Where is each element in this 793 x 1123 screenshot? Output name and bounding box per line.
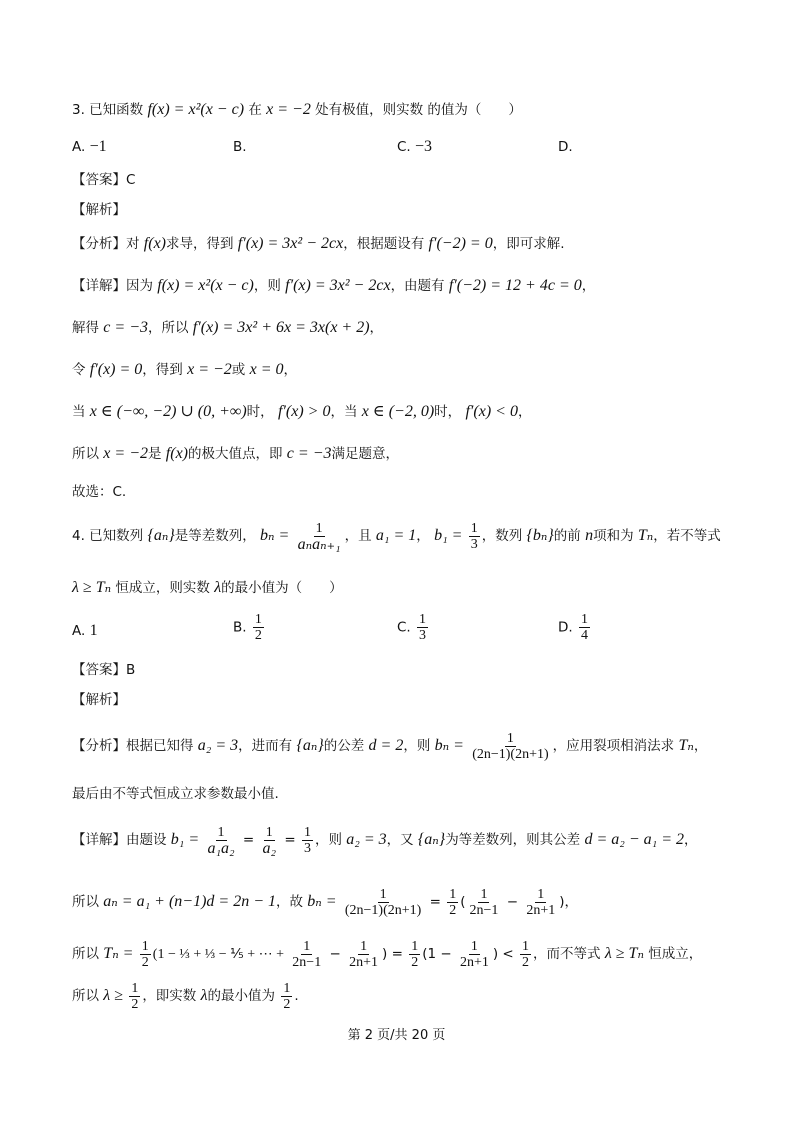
q3-detail-line-3 [72,360,297,380]
text: ， [369,320,384,336]
option-label: D. [558,619,573,636]
q4-stem-line-2 [72,578,343,598]
q3-detail-line-1 [72,276,595,296]
answer-value: C [126,172,136,188]
detail-tag: 【详解】 [72,832,126,848]
fraction [205,825,236,856]
denominator: 2 [522,954,530,970]
denominator: (2n−1)(2n+1) [344,902,422,918]
text: ，应用裂项相消法求 [552,738,675,754]
q4-analysis-heading: 【解析】 [72,692,126,708]
equals: ) = [382,946,403,962]
math: f(x) [143,235,166,252]
option-label: C. [397,619,411,636]
fraction [520,939,531,970]
denominator: 3 [470,536,478,552]
text: 根据已知得 [126,738,194,754]
denominator: 2n+1 [349,954,379,970]
q3-stem-text: 3. 已知函数 [72,102,144,118]
option-value: −3 [415,138,433,155]
text: ， [517,404,532,420]
fraction [260,825,278,856]
text: 对 [126,236,140,252]
q3-option-c [397,136,432,158]
option-label: A. [72,139,86,155]
math: x = 0 [249,361,284,378]
numerator: 1 [580,612,588,627]
denominator: a₂ [262,839,277,857]
fraction [458,939,491,970]
text: 项和为 [593,528,634,544]
fraction [470,731,550,762]
text: ，即可求解. [492,236,565,252]
text: 4. 已知数列 [72,528,144,544]
denominator: 2 [411,954,419,970]
numerator: 1 [506,730,514,746]
equals: = [242,832,255,848]
option-label: B. [233,139,247,155]
fraction [417,612,428,643]
q3-function-formula: f(x) = x²(x − c) [147,101,245,118]
q4-option-c [397,612,430,643]
text: 由题设 [126,832,167,848]
text: 是 [148,446,162,462]
math: {bₙ} [526,527,554,544]
math: bₙ = [434,737,464,754]
text: ， [581,278,596,294]
math: f(x) [165,445,188,462]
math: Tₙ = [103,945,134,962]
text: ，又 [386,832,414,848]
math: d = 2 [368,737,404,754]
fenxi-tag: 【分析】 [72,236,126,252]
text: . [294,988,299,1004]
math: c = −3 [286,445,332,462]
q4-detail-line-3 [72,936,702,973]
q3-conclusion: 故选：C. [72,484,127,500]
math: aₙ = a₁ + (n−1)d = 2n − 1 [103,893,276,910]
q4-fenxi-line-1 [72,728,707,764]
denominator: 2n−1 [469,902,499,918]
text: 的前 [553,528,581,544]
minus: − [506,894,519,910]
q4-detail-line-4 [72,978,299,1014]
text: ，根据题设有 [343,236,425,252]
equals: = [429,894,441,910]
q4-detail-line-1 [72,822,698,858]
fraction [281,981,292,1012]
numerator: 1 [537,886,545,902]
fraction [290,939,323,970]
text: 因为 [126,278,153,294]
q4-option-d [558,612,592,643]
denominator: 2 [449,902,457,918]
q3-stem [72,100,522,120]
math: λ ≥ [103,987,124,1004]
fraction [579,612,590,643]
numerator: 1 [315,520,323,536]
text: ，若不等式 [653,528,721,544]
text: 所以 [72,446,99,462]
denominator: 3 [303,840,311,856]
math: {aₙ} [147,527,175,544]
math: b₁ = [434,527,463,544]
math: λ [200,987,208,1004]
fraction [347,939,380,970]
q3-stem-text-d: 的值为（ ） [427,102,522,118]
math: a₂ = 3 [346,831,387,848]
text: ，即实数 [142,988,197,1004]
q3-condition: x = −2 [266,101,311,118]
math: (1 − ⅓ + ⅓ − ⅕ + ⋯ + [152,947,284,962]
text: ，故 [275,894,303,910]
fraction [524,887,557,918]
text: ，而不等式 [533,946,601,962]
q3-answer [72,170,135,190]
math: λ ≥ Tₙ [72,579,112,596]
option-value: −1 [89,138,107,155]
numerator: 1 [141,938,149,954]
numerator: 1 [265,824,273,840]
fraction [140,939,151,970]
denominator: 2n+1 [459,954,489,970]
denominator: a₁a₂ [207,839,235,857]
q3-option-b [233,136,247,158]
q3-analysis-heading: 【解析】 [72,202,126,218]
paren: ( [460,894,466,910]
math: c = −3 [103,319,148,336]
detail-tag: 【详解】 [72,278,126,294]
q4-stem-line-1 [72,518,721,554]
text: ，所以 [148,320,189,336]
math: bₙ = [307,893,337,910]
math: n [585,527,594,544]
text: 所以 [72,988,99,1004]
text: ， [283,362,297,378]
option-label: D. [558,139,573,155]
q3-stem-text-c: 处有极值，则实数 [315,102,424,118]
text: 的极大值点，即 [188,446,283,462]
math: f′(−2) = 12 + 4c = 0 [448,277,582,294]
option-value: 1 [89,622,98,639]
text: ， [693,738,708,754]
equals: = [284,832,296,848]
text: 的公差 [323,738,365,754]
text: ，则 [253,278,281,294]
numerator: 1 [254,612,262,627]
numerator: 1 [470,520,478,536]
fraction [129,981,140,1012]
q3-option-d [558,136,573,158]
less-than: ) < [492,946,514,962]
denominator: 2 [283,996,291,1012]
fraction [469,521,480,552]
numerator: 1 [419,612,427,627]
q3-stem-text-b: 在 [248,102,262,118]
text: ，则 [403,738,431,754]
denominator: 3 [419,628,427,643]
q3-detail-line-4 [72,402,531,422]
numerator: 1 [470,938,478,954]
paren: )， [559,894,578,910]
text: ，且 [344,528,372,544]
numerator: 1 [217,824,225,840]
math: x ∈ (−∞, −2) ∪ (0, +∞) [89,403,247,420]
fraction [302,825,313,856]
math: f(x) = x²(x − c) [157,277,254,294]
answer-value: B [126,662,136,678]
answer-tag: 【答案】 [72,662,126,678]
math: b₁ = [170,831,200,848]
text: 满足题意， [331,446,399,462]
text: ，由题有 [390,278,445,294]
denominator: aₙaₙ₊₁ [297,535,341,553]
math: f′(x) = 0 [89,361,143,378]
denominator: 2n+1 [526,902,556,918]
text: ，当 [330,404,358,420]
numerator: 1 [411,938,419,954]
denominator: 2n−1 [292,954,322,970]
denominator: 2 [131,996,139,1012]
numerator: 1 [449,886,457,902]
q3-option-a [72,136,107,158]
math: a₁ = 1 [375,527,417,544]
math: λ ≥ Tₙ [604,945,644,962]
q4-answer [72,660,135,680]
paren: (1 − [422,946,452,962]
denominator: 4 [580,628,588,643]
math: x ∈ (−2, 0) [361,403,435,420]
math: {aₙ} [296,737,324,754]
numerator: 1 [283,980,291,996]
text: 的最小值为（ ） [221,580,343,596]
denominator: (2n−1)(2n+1) [472,746,549,762]
text: 求导，得到 [166,236,234,252]
text: 为等差数列，则其公差 [445,832,581,848]
fenxi-tag: 【分析】 [72,738,126,754]
math: a₂ = 3 [197,737,239,754]
math: f′(x) < 0 [465,403,518,420]
numerator: 1 [379,886,387,902]
numerator: 1 [303,938,311,954]
fraction [296,521,343,552]
text: ， [684,832,698,848]
answer-tag: 【答案】 [72,172,126,188]
text: 恒成立， [648,946,703,962]
math: x = −2 [187,361,232,378]
q3-detail-line-2 [72,318,383,338]
minus: − [329,946,341,962]
text: 所以 [72,946,99,962]
text: 当 [72,404,86,420]
math: {aₙ} [417,831,446,848]
math: f′(−2) = 0 [428,235,493,252]
fraction [468,887,501,918]
text: 或 [231,362,246,378]
page-footer: 第 2 页/共 20 页 [347,1028,446,1043]
text: 所以 [72,894,99,910]
option-label: A. [72,623,86,639]
q4-detail-line-2 [72,884,578,920]
q3-detail-line-5 [72,444,399,464]
text: ， [416,528,430,544]
q3-fenxi [72,234,565,254]
text: ，则 [314,832,342,848]
fraction [343,887,423,918]
math: Tₙ [637,527,654,544]
math: Tₙ [678,737,694,754]
text: ，数列 [481,528,523,544]
option-label: B. [233,619,247,636]
math: f′(x) = 3x² − 2cx [285,277,391,294]
text: 恒成立，则实数 [115,580,210,596]
text: 是等差数列， [174,528,256,544]
numerator: 1 [522,938,530,954]
math: f′(x) = 3x² − 2cx [237,235,344,252]
numerator: 1 [131,980,139,996]
text: 解得 [72,320,99,336]
option-label: C. [397,139,411,155]
math: f′(x) > 0 [277,403,331,420]
numerator: 1 [303,824,311,840]
fraction [253,612,264,643]
numerator: 1 [360,938,368,954]
math: d = a₂ − a₁ = 2 [584,831,684,848]
fraction [447,887,458,918]
math: λ [214,579,222,596]
fraction [409,939,420,970]
text: 令 [72,362,86,378]
denominator: 2 [141,954,149,970]
math: f′(x) = 3x² + 6x = 3x(x + 2) [192,319,370,336]
text: 的最小值为 [207,988,276,1004]
math: bₙ = [260,527,290,544]
q4-option-b [233,612,266,643]
text: ，得到 [142,362,183,378]
text: 时， [246,404,274,420]
q4-option-a [72,620,98,642]
text: 时， [434,404,462,420]
q4-fenxi-line-2: 最后由不等式恒成立求参数最小值. [72,786,279,802]
math: x = −2 [103,445,148,462]
numerator: 1 [480,886,488,902]
denominator: 2 [254,628,262,643]
text: ，进而有 [238,738,293,754]
